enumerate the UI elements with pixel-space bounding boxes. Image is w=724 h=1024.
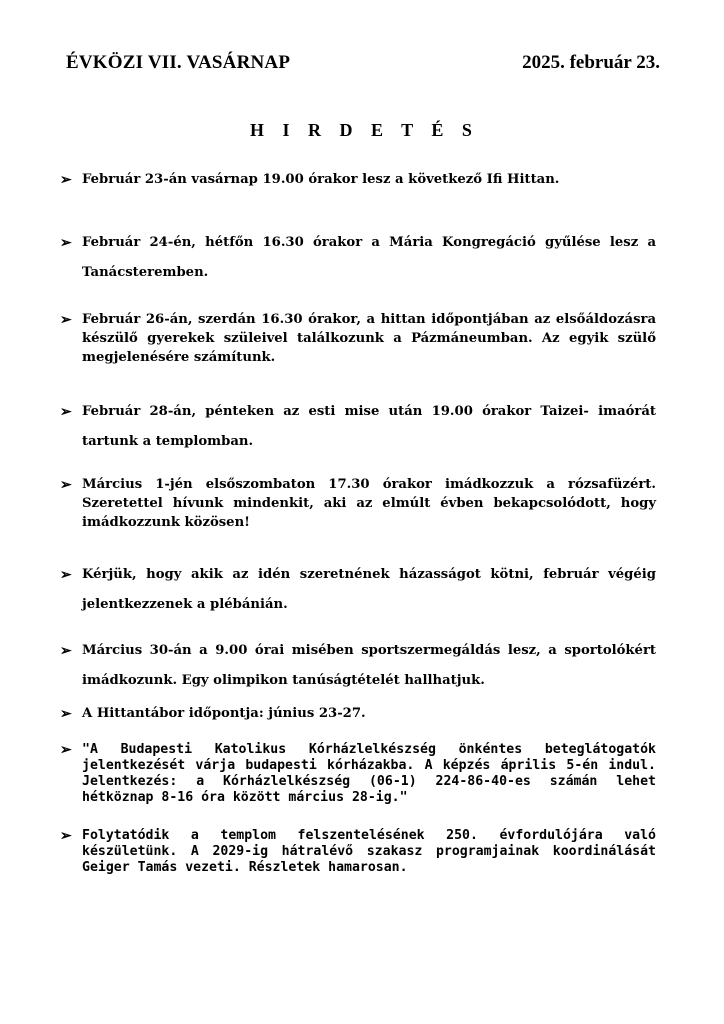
announcement-item [60,706,656,723]
arrow-bullet-icon: ➢ [60,312,72,328]
announcement-item [60,828,656,876]
announcement-item [60,477,656,532]
announcement-text: Március 1-jén elsőszombaton 17.30 órakor imádkozzuk a rózsafüzért. Szeretettel hívunk mindenkit, aki az elmúlt évben bekapcsolódott, hogy imádkozzunk közösen! [82,477,656,530]
announcement-item [60,742,656,806]
announcement-text: Folytatódik a templom felszentelésének 250. évfordulójára való készületünk. A 2029-ig hátralévő szakasz programjainak koordinálását Geiger Tamás vezeti. Részletek hamarosan. [82,828,656,875]
arrow-bullet-icon: ➢ [60,643,72,659]
announcement-text: A Hittantábor időpontja: június 23-27. [82,706,366,721]
announcement-text: Február 28-án, pénteken az esti mise után 19.00 órakor Taizei- imaórát tartunk a templomban. [82,404,656,449]
arrow-bullet-icon: ➢ [60,172,72,188]
announcement-item [60,643,656,696]
arrow-bullet-icon: ➢ [60,706,72,722]
announcement-item [60,235,656,288]
announcement-text: Február 26-án, szerdán 16.30 órakor, a hittan időpontjában az elsőáldozásra készülő gyerekek szüleivel találkozunk a Pázmáneumban. Az egyik szülő megjelenésére számítunk. [82,312,656,365]
announcement-item [60,312,656,367]
announcement-item [60,172,656,189]
date-heading: 2025. február 23. [522,52,660,73]
announcement-item [60,567,656,620]
announcement-item [60,404,656,457]
arrow-bullet-icon: ➢ [60,567,72,583]
arrow-bullet-icon: ➢ [60,742,72,758]
page-title: H I R D E T É S [250,120,479,140]
arrow-bullet-icon: ➢ [60,404,72,420]
announcement-text: Március 30-án a 9.00 órai misében sportszermegáldás lesz, a sportolókért imádkozunk. Egy olimpikon tanúságtételét hallhatjuk. [82,643,656,688]
arrow-bullet-icon: ➢ [60,828,72,844]
arrow-bullet-icon: ➢ [60,235,72,251]
announcement-text: Február 24-én, hétfőn 16.30 órakor a Mária Kongregáció gyűlése lesz a Tanácsteremben. [82,235,656,280]
announcement-text: "A Budapesti Katolikus Kórházlelkészség önkéntes beteglátogatók jelentkezését várja budapesti kórházakba. A képzés április 5-én indul. Jelentkezés: a Kórházlelkészség (06-1) 224-86-40-es számán lehet hétköznap 8-16 óra között március 28-ig." [82,742,656,805]
arrow-bullet-icon: ➢ [60,477,72,493]
liturgical-day-heading: ÉVKÖZI VII. VASÁRNAP [66,52,291,73]
announcement-text: Kérjük, hogy akik az idén szeretnének házasságot kötni, február végéig jelentkezzenek a plébánián. [82,567,656,612]
announcement-text: Február 23-án vasárnap 19.00 órakor lesz a következő Ifi Hittan. [82,172,560,187]
